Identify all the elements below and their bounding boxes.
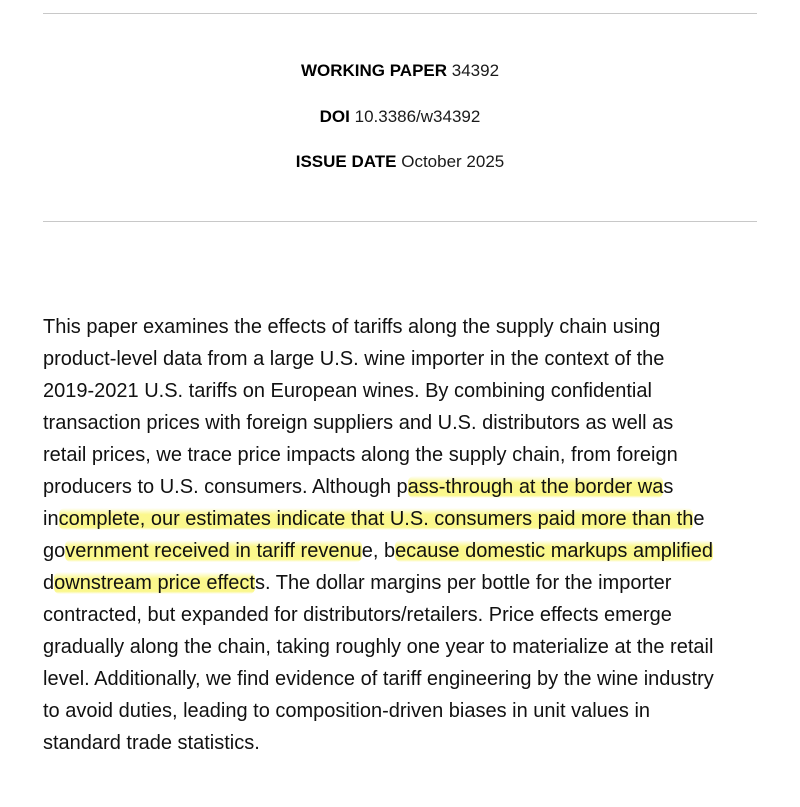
abstract-line: product-level data from a large U.S. wine importer in the context of the xyxy=(43,348,665,370)
doi-line xyxy=(0,107,800,127)
abstract-line: gradually along the chain, taking roughly one year to materialize at the retail xyxy=(43,636,714,658)
abstract-line: transaction prices with foreign suppliers and U.S. distributors as well as xyxy=(43,412,674,434)
abstract-text xyxy=(43,311,773,759)
abstract-line: level. Additionally, we find evidence of tariff engineering by the wine industry xyxy=(43,668,714,690)
highlighted-text: ass-through at the border wa xyxy=(407,476,664,498)
abstract-line: 2019-2021 U.S. tariffs on European wines. By combining confidential xyxy=(43,380,652,402)
issue-date-value: October 2025 xyxy=(401,152,505,171)
abstract-line: This paper examines the effects of tariffs along the supply chain using xyxy=(43,316,661,338)
issue-date-line xyxy=(0,152,800,172)
abstract-line: producers to U.S. consumers. Although pass-through at the border was xyxy=(43,476,674,498)
doi-value[interactable]: 10.3386/w34392 xyxy=(354,107,481,126)
abstract-line: retail prices, we trace price impacts along the supply chain, from foreign xyxy=(43,444,678,466)
abstract-line: incomplete, our estimates indicate that U.S. consumers paid more than the xyxy=(43,508,705,530)
issue-date-label: ISSUE DATE xyxy=(295,152,397,171)
working-paper-line xyxy=(0,61,800,81)
working-paper-label: WORKING PAPER xyxy=(300,61,448,80)
abstract-line: downstream price effects. The dollar margins per bottle for the importer xyxy=(43,572,672,594)
highlighted-text: ownstream price effect xyxy=(54,572,255,594)
doi-label: DOI xyxy=(319,107,350,126)
highlighted-text: ecause domestic markups amplified xyxy=(395,540,713,562)
top-divider xyxy=(43,13,757,14)
highlighted-text: complete, our estimates indicate that U.S. consumers paid more than th xyxy=(58,508,694,530)
highlighted-text: vernment received in tariff revenu xyxy=(65,540,362,562)
abstract-line: to avoid duties, leading to composition-driven biases in unit values in xyxy=(43,700,651,722)
abstract-line: standard trade statistics. xyxy=(43,732,260,754)
abstract-line: government received in tariff revenue, because domestic markups amplified xyxy=(43,540,713,562)
bottom-divider xyxy=(43,221,757,222)
working-paper-number: 34392 xyxy=(451,61,500,80)
abstract-line: contracted, but expanded for distributors/retailers. Price effects emerge xyxy=(43,604,672,626)
